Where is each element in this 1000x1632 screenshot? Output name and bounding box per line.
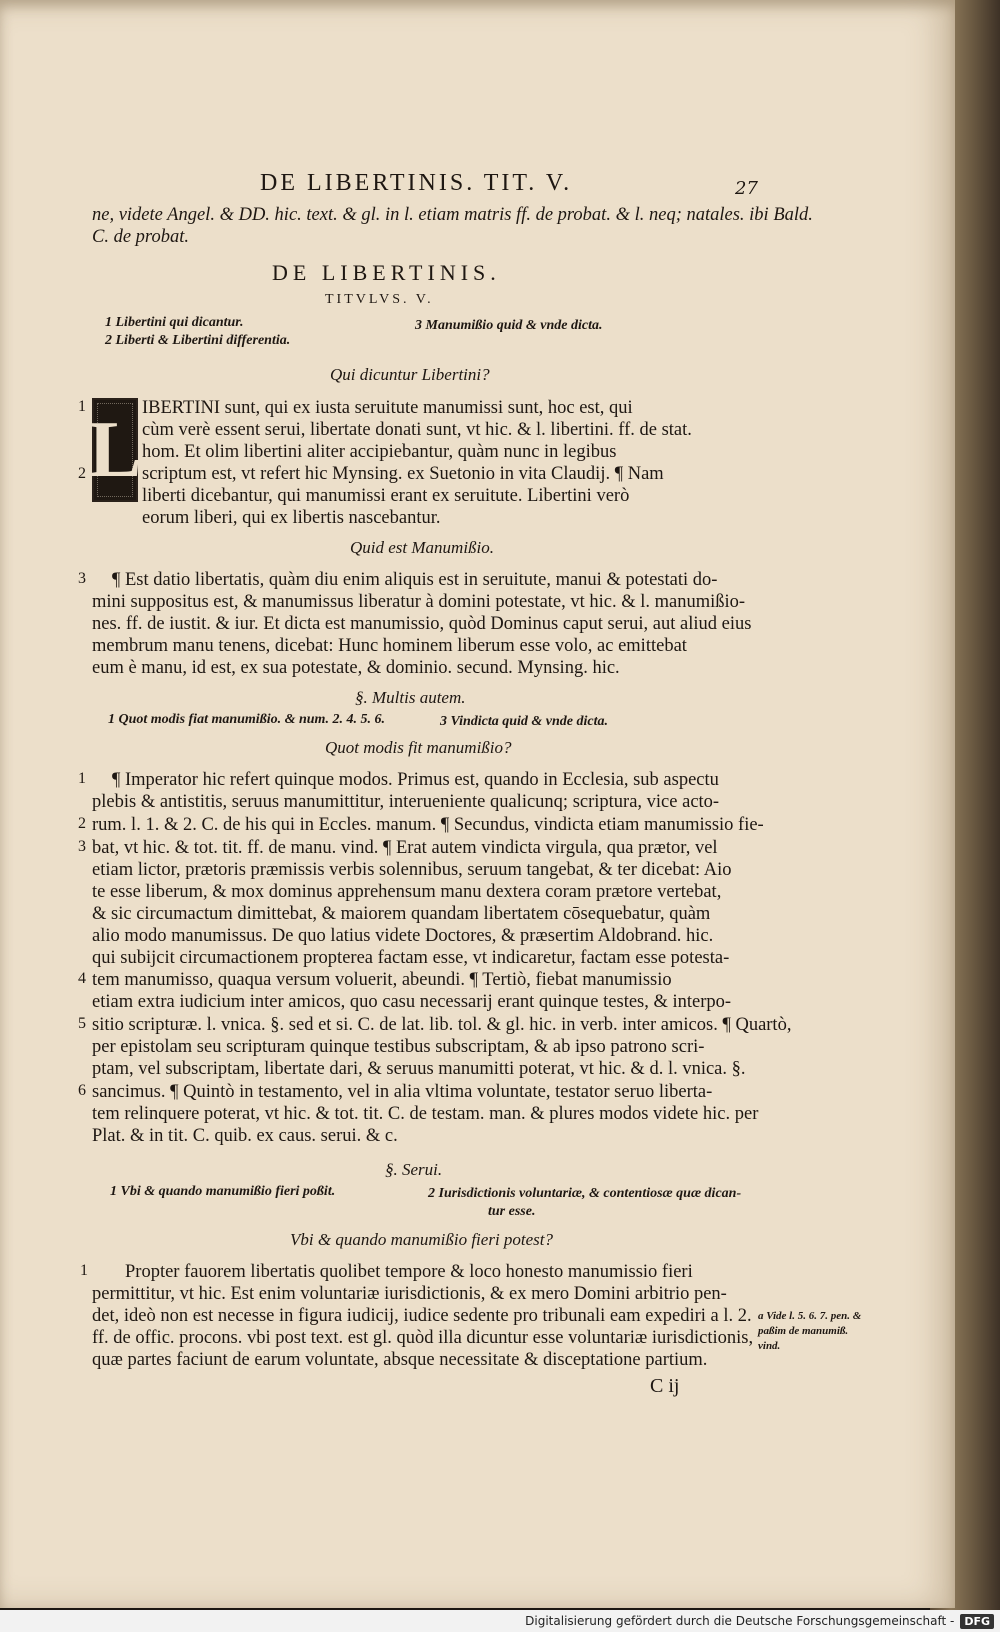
- text-line: te esse liberum, & mox dominus apprehensum manu dextera coram prætore vertebat,: [92, 882, 722, 902]
- paragraph-number: 3: [78, 838, 86, 855]
- paragraph-number: 2: [78, 815, 86, 832]
- signature-mark: C ij: [650, 1375, 680, 1397]
- text-line: nes. ff. de iustit. & iur. Et dicta est manumissio, quòd Dominus caput serui, aut aliud eius: [92, 614, 752, 634]
- summary-item: tur esse.: [488, 1204, 536, 1219]
- text-line: rum. l. 1. & 2. C. de his qui in Eccles. manum. ¶ Secundus, vindicta etiam manumissio fie-: [92, 815, 764, 835]
- paragraph-number: 3: [78, 570, 86, 587]
- text-line: liberti dicebantur, qui manumissi erant ex seruitute. Libertini verò: [142, 486, 630, 506]
- paragraph-number: 4: [78, 970, 86, 987]
- text-line: ff. de offic. procons. vbi post text. est gl. quòd illa dicuntur esse voluntariæ iurisdictionis,: [92, 1328, 754, 1348]
- paragraph-sign: §. Serui.: [385, 1160, 443, 1179]
- paragraph-number: 1: [78, 770, 86, 787]
- summary-item: 1 Quot modis fiat manumißio. & num. 2. 4. 5. 6.: [108, 712, 385, 727]
- text-line: ne, videte Angel. & DD. hic. text. & gl. in l. etiam matris ff. de probat. & l. neq; natales. ibi Bald.: [92, 205, 813, 225]
- text-line: & sic circumactum dimittebat, & maiorem quandam libertatem cōsequebatur, quàm: [92, 904, 711, 924]
- section-title: DE LIBERTINIS.: [272, 260, 501, 285]
- text-line: Plat. & in tit. C. quib. ex caus. serui. & c.: [92, 1126, 398, 1146]
- paragraph-number: 5: [78, 1015, 86, 1032]
- decorated-initial: L: [92, 398, 138, 502]
- folio-number: 27: [735, 178, 758, 199]
- paragraph-number: 1: [78, 398, 86, 415]
- paragraph-number: 2: [78, 465, 86, 482]
- text-line: mini suppositus est, & manumissus liberatur à domini potestate, vt hic. & l. manumißio-: [92, 592, 746, 612]
- summary-item: 1 Libertini qui dicantur.: [105, 315, 244, 330]
- paragraph-number: 6: [78, 1082, 86, 1099]
- text-line: permittitur, vt hic. Est enim voluntariæ iurisdictionis, & ex mero Domini arbitrio pen-: [92, 1284, 727, 1304]
- text-line: etiam extra iudicium inter amicos, quo casu necessarij erant quinque testes, & interpo-: [92, 992, 732, 1012]
- text-line: membrum manu tenens, dicebat: Hunc hominem liberum esse volo, ac emittebat: [92, 636, 687, 656]
- text-line: etiam lictor, prætoris præmissis verbis solennibus, seruum tangebat, & ter dicebat: Aio: [92, 860, 732, 880]
- text-line: alio modo manumissus. De quo latius videte Doctores, & præsertim Aldobrand. hic.: [92, 926, 714, 946]
- section-subtitle: TITVLVS. V.: [325, 292, 434, 307]
- running-head-title: DE LIBERTINIS. TIT. V.: [260, 170, 573, 196]
- section-heading: Vbi & quando manumißio fieri potest?: [290, 1230, 554, 1249]
- margin-note: a Vide l. 5. 6. 7. pen. &: [758, 1310, 862, 1322]
- text-line: eum è manu, id est, ex sua potestate, & dominio. secund. Mynsing. hic.: [92, 658, 620, 678]
- text-line: hom. Et olim libertini aliter accipiebantur, quàm nunc in legibus: [142, 442, 617, 462]
- summary-item: 3 Manumißio quid & vnde dicta.: [415, 318, 603, 333]
- text-line: IBERTINI sunt, qui ex iusta seruitute manumissi sunt, hoc est, qui: [142, 398, 633, 418]
- summary-item: 1 Vbi & quando manumißio fieri poßit.: [110, 1184, 336, 1199]
- text-line: cùm verè essent serui, libertate donati sunt, vt hic. & l. libertini. ff. de stat.: [142, 420, 692, 440]
- text-line: per epistolam seu scripturam quinque testibus subscriptam, & ab ipso patrono scri-: [92, 1037, 705, 1057]
- margin-note: paßim de manumiß.: [758, 1325, 849, 1337]
- text-line: qui subijcit circumactionem propterea factam esse, vt indicaretur, factam esse potesta-: [92, 948, 730, 968]
- section-heading: Quid est Manumißio.: [350, 538, 495, 557]
- dfg-logo: DFG: [960, 1614, 994, 1629]
- text-line: sitio scripturæ. l. vnica. §. sed et si. C. de lat. lib. tol. & gl. hic. in verb. inter amicos. ¶ Quartò,: [92, 1015, 792, 1035]
- paragraph-number: 1: [80, 1262, 88, 1279]
- text-line: tem manumisso, quaqua versum voluerit, abeundi. ¶ Tertiò, fiebat manumissio: [92, 970, 672, 990]
- section-heading: Quot modis fit manumißio?: [325, 738, 512, 757]
- footer-bar: [0, 1610, 1000, 1632]
- text-line: quæ partes faciunt de earum voluntate, absque necessitate & disceptatione partium.: [92, 1350, 708, 1370]
- footer-credit: Digitalisierung gefördert durch die Deutsche Forschungsgemeinschaft -: [525, 1614, 955, 1628]
- text-line: ¶ Imperator hic refert quinque modos. Primus est, quando in Ecclesia, sub aspectu: [112, 770, 719, 790]
- text-line: tem relinquere poterat, vt hic. & tot. tit. C. de testam. man. & plures modos videte hic. per: [92, 1104, 759, 1124]
- summary-item: 2 Liberti & Libertini differentia.: [105, 333, 291, 348]
- text-line: ¶ Est datio libertatis, quàm diu enim aliquis est in seruitute, manui & potestati do-: [112, 570, 718, 590]
- text-line: det, ideò non est necesse in figura iudicij, iudice sedente pro tribunali eam expediri a l. 2.: [92, 1306, 752, 1326]
- text-line: scriptum est, vt refert hic Mynsing. ex Suetonio in vita Claudij. ¶ Nam: [142, 464, 664, 484]
- text-line: ptam, vel subscriptam, libertate dari, & seruus manumitti poterat, vt hic. & d. l. vnica. §.: [92, 1059, 746, 1079]
- text-line: eorum liberi, qui ex libertis nascebantur.: [142, 508, 441, 528]
- text-line: bat, vt hic. & tot. tit. ff. de manu. vind. ¶ Erat autem vindicta virgula, qua prætor, vel: [92, 838, 718, 858]
- summary-item: 3 Vindicta quid & vnde dicta.: [440, 714, 609, 729]
- text-line: plebis & antistitis, seruus manumittitur, interueniente qualicunq; scriptura, vice acto-: [92, 792, 720, 812]
- text-line: Propter fauorem libertatis quolibet tempore & loco honesto manumissio fieri: [125, 1262, 693, 1282]
- margin-note: vind.: [758, 1340, 781, 1352]
- section-heading: Qui dicuntur Libertini?: [330, 365, 490, 384]
- text-line: sancimus. ¶ Quintò in testamento, vel in alia vltima voluntate, testator seruo liberta-: [92, 1082, 713, 1102]
- text-line: C. de probat.: [92, 227, 189, 247]
- paragraph-sign: §. Multis autem.: [355, 688, 466, 707]
- summary-item: 2 Iurisdictionis voluntariæ, & contentiosæ quæ dican-: [428, 1186, 742, 1201]
